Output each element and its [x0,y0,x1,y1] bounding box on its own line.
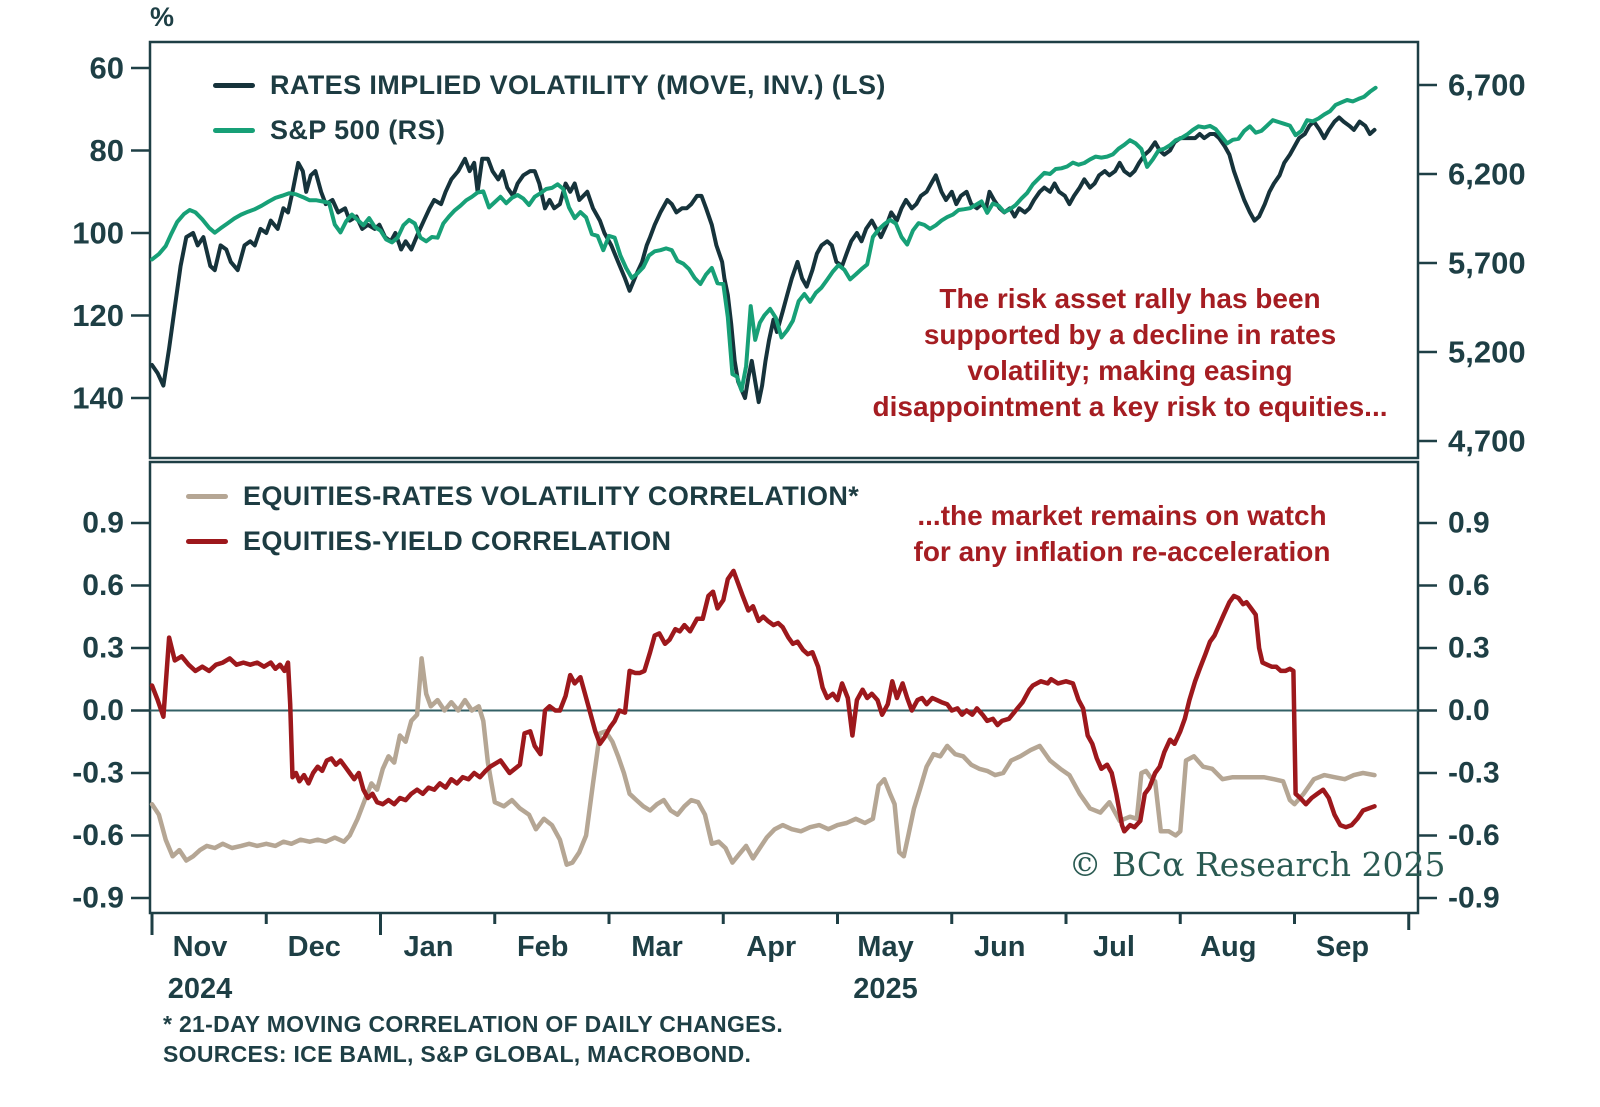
legend-item-eq-rates-vol-corr [186,481,859,512]
top-left-tick-label: 60 [89,50,124,86]
month-label-mar: Mar [631,931,683,963]
legend-item-eq-yield-corr [186,526,859,557]
legend-label-spx: S&P 500 (RS) [270,115,446,145]
annotation-bottom [832,498,1412,570]
year-label-2024: 2024 [167,973,233,1005]
month-label-aug: Aug [1200,931,1257,963]
top-right-tick-label: 4,700 [1448,423,1526,459]
bottom-right-tick-label: -0.3 [1448,756,1500,790]
bottom-left-tick-label: 0.6 [82,569,124,602]
bottom-right-tick-label: 0.0 [1448,694,1490,727]
month-label-feb: Feb [516,931,569,963]
top-right-tick-label: 5,200 [1448,334,1526,370]
bottom-left-tick-label: 0.0 [82,694,124,727]
bottom-right-tick-label: -0.6 [1448,818,1500,852]
month-label-jul: Jul [1093,931,1135,963]
annotation-top [840,281,1420,425]
legend-item-move [213,70,886,101]
month-label-sep: Sep [1315,931,1370,963]
bottom-right-tick-label: -0.9 [1448,881,1500,915]
legend-label-eq-yield-corr: EQUITIES-YIELD CORRELATION [243,526,672,556]
bottom-left-tick-label: -0.3 [72,756,124,790]
legend-item-spx [213,115,886,146]
left-axis-unit-label: % [150,2,175,32]
top-left-tick-label: 120 [72,298,124,333]
top-left-tick-label: 80 [89,133,124,168]
top-right-tick-label: 6,200 [1448,156,1526,192]
bottom-left-tick-label: 0.9 [82,506,124,540]
bottom-right-tick-label: 0.3 [1448,631,1490,665]
copyright: © BCα Research 2025 [1068,845,1446,884]
month-label-apr: Apr [746,931,797,963]
annotation-top-line-2: supported by a decline in rates [923,319,1337,350]
footnotes [163,1009,783,1069]
move-line-swatch [213,83,255,88]
bottom-left-tick-label: 0.3 [82,631,124,665]
month-label-jun: Jun [973,931,1026,963]
annotation-top-line-3: volatility; making easing [967,355,1293,386]
top-left-tick-label: 140 [72,380,124,416]
bottom-left-tick-label: -0.9 [72,881,124,915]
series-equities-yield-correlation [152,571,1375,831]
month-label-dec: Dec [287,931,341,963]
annotation-top-line-1: The risk asset rally has been [939,283,1321,314]
legend-label-move: RATES IMPLIED VOLATILITY (MOVE, INV.) (LS) [270,70,886,100]
month-label-may: May [857,931,914,963]
legend-bottom [186,481,859,557]
year-label-2025: 2025 [853,973,918,1005]
top-left-tick-label: 100 [72,215,124,251]
bottom-left-tick-label: -0.6 [72,818,124,852]
annotation-bottom-line-1: ...the market remains on watch [917,500,1327,531]
month-label-nov: Nov [172,931,228,963]
bottom-right-tick-label: 0.9 [1448,506,1490,540]
eq-rates-vol-corr-swatch [186,494,228,499]
spx-line-swatch [213,128,255,133]
footnote-correlation: * 21-DAY MOVING CORRELATION OF DAILY CHANGES. [163,1011,784,1037]
eq-yield-corr-swatch [186,539,228,544]
bottom-right-tick-label: 0.6 [1448,569,1490,602]
annotation-bottom-line-2: for any inflation re-acceleration [913,536,1331,567]
top-right-tick-label: 5,700 [1448,245,1526,281]
legend-label-eq-rates-vol-corr: EQUITIES-RATES VOLATILITY CORRELATION* [243,481,860,511]
month-label-jan: Jan [403,931,454,963]
annotation-top-line-4: disappointment a key risk to equities... [872,391,1388,422]
legend-top [213,70,886,146]
top-right-tick-label: 6,700 [1448,67,1526,103]
footnote-sources: SOURCES: ICE BAML, S&P GLOBAL, MACROBOND. [163,1041,752,1067]
